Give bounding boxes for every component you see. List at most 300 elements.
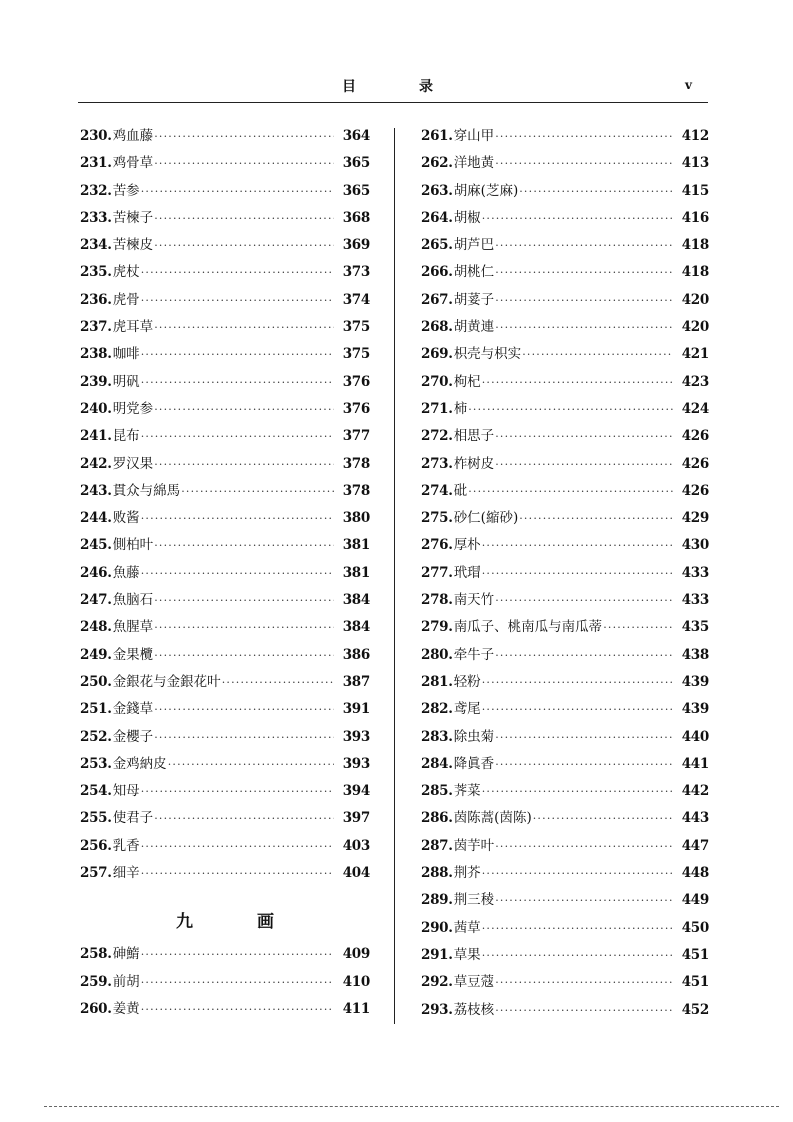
toc-entry[interactable] bbox=[80, 944, 370, 971]
dot-leader bbox=[482, 209, 673, 229]
dot-leader bbox=[154, 455, 334, 475]
toc-entry[interactable] bbox=[80, 672, 370, 699]
dot-leader bbox=[141, 837, 334, 857]
entry-number: 266. bbox=[421, 264, 453, 281]
dot-leader bbox=[154, 700, 334, 720]
toc-entry[interactable] bbox=[421, 781, 709, 808]
entry-number: 250. bbox=[80, 673, 112, 690]
dot-leader bbox=[495, 646, 673, 666]
entry-title: 砒 bbox=[453, 482, 468, 499]
dot-leader bbox=[495, 236, 673, 256]
entry-number: 235. bbox=[80, 264, 112, 281]
toc-entry[interactable] bbox=[421, 863, 709, 890]
entry-page-number: 386 bbox=[342, 646, 370, 663]
entry-number: 281. bbox=[421, 673, 453, 690]
dot-leader bbox=[495, 427, 673, 447]
dot-leader bbox=[482, 864, 673, 884]
entry-number: 240. bbox=[80, 400, 112, 417]
dot-leader bbox=[154, 646, 334, 666]
page-number-roman: v bbox=[685, 78, 692, 92]
toc-entry[interactable] bbox=[421, 454, 709, 481]
dot-leader bbox=[141, 973, 334, 993]
entry-title: 降眞香 bbox=[453, 755, 495, 772]
toc-entry[interactable] bbox=[80, 781, 370, 808]
entry-page-number: 452 bbox=[681, 1001, 709, 1018]
entry-number: 267. bbox=[421, 291, 453, 308]
entry-number: 293. bbox=[421, 1001, 453, 1018]
entry-page-number: 451 bbox=[681, 946, 709, 963]
entry-title: 前胡 bbox=[112, 973, 140, 990]
entry-page-number: 374 bbox=[342, 291, 370, 308]
dot-leader bbox=[482, 536, 673, 556]
toc-entry[interactable] bbox=[421, 754, 709, 781]
entry-title: 金果欖 bbox=[112, 646, 154, 663]
dot-leader bbox=[222, 673, 334, 693]
entry-page-number: 394 bbox=[342, 783, 370, 800]
entry-number: 273. bbox=[421, 455, 453, 472]
entry-number: 292. bbox=[421, 974, 453, 991]
toc-entry[interactable] bbox=[80, 372, 370, 399]
entry-title: 南天竹 bbox=[453, 592, 495, 609]
entry-number: 290. bbox=[421, 919, 453, 936]
entry-title: 魚脑石 bbox=[112, 592, 154, 609]
toc-entry[interactable] bbox=[80, 645, 370, 672]
toc-entry[interactable] bbox=[421, 262, 709, 289]
entry-number: 236. bbox=[80, 291, 112, 308]
entry-page-number: 426 bbox=[681, 455, 709, 472]
entry-number: 245. bbox=[80, 537, 112, 554]
entry-page-number: 384 bbox=[342, 619, 370, 636]
entry-number: 265. bbox=[421, 237, 453, 254]
entry-page-number: 369 bbox=[342, 237, 370, 254]
toc-entry[interactable] bbox=[80, 181, 370, 208]
entry-title: 使君子 bbox=[112, 810, 154, 827]
entry-number: 259. bbox=[80, 973, 112, 990]
entry-title: 荆三稜 bbox=[453, 892, 495, 909]
toc-entry[interactable] bbox=[80, 590, 370, 617]
entry-page-number: 413 bbox=[681, 155, 709, 172]
toc-entry[interactable] bbox=[421, 426, 709, 453]
toc-entry[interactable] bbox=[421, 235, 709, 262]
entry-number: 252. bbox=[80, 728, 112, 745]
entry-page-number: 411 bbox=[342, 1000, 370, 1017]
toc-entry[interactable] bbox=[421, 699, 709, 726]
entry-page-number: 393 bbox=[342, 755, 370, 772]
entry-title: 鸡血藤 bbox=[112, 128, 154, 144]
toc-entry[interactable] bbox=[80, 699, 370, 726]
entry-page-number: 433 bbox=[681, 592, 709, 609]
entry-page-number: 378 bbox=[342, 482, 370, 499]
entry-title: 苦楝皮 bbox=[112, 237, 154, 254]
entry-number: 231. bbox=[80, 155, 112, 172]
dot-leader bbox=[154, 318, 334, 338]
entry-page-number: 426 bbox=[681, 482, 709, 499]
entry-number: 247. bbox=[80, 592, 112, 609]
entry-number: 256. bbox=[80, 837, 112, 854]
entry-page-number: 404 bbox=[342, 865, 370, 882]
toc-entry[interactable] bbox=[80, 508, 370, 535]
dot-leader bbox=[141, 182, 334, 202]
entry-title: 玳瑁 bbox=[453, 564, 481, 581]
entry-title: 枳壳与枳实 bbox=[453, 346, 522, 363]
entry-page-number: 439 bbox=[681, 673, 709, 690]
entry-page-number: 420 bbox=[681, 291, 709, 308]
entry-page-number: 447 bbox=[681, 837, 709, 854]
entry-title: 茵芋叶 bbox=[453, 837, 495, 854]
entry-page-number: 376 bbox=[342, 400, 370, 417]
entry-page-number: 435 bbox=[681, 619, 709, 636]
entry-page-number: 409 bbox=[342, 946, 370, 963]
entry-title: 虎杖 bbox=[112, 264, 140, 281]
entry-number: 260. bbox=[80, 1000, 112, 1017]
entry-number: 286. bbox=[421, 810, 453, 827]
entry-number: 271. bbox=[421, 400, 453, 417]
dot-leader bbox=[154, 127, 334, 147]
entry-title: 胡桃仁 bbox=[453, 264, 495, 281]
entry-page-number: 426 bbox=[681, 428, 709, 445]
entry-title: 鸢尾 bbox=[453, 701, 481, 718]
entry-number: 283. bbox=[421, 728, 453, 745]
entry-number: 276. bbox=[421, 537, 453, 554]
toc-entry[interactable] bbox=[80, 426, 370, 453]
entry-page-number: 373 bbox=[342, 264, 370, 281]
dot-leader bbox=[495, 291, 673, 311]
toc-entry[interactable] bbox=[421, 836, 709, 863]
toc-entry[interactable] bbox=[421, 372, 709, 399]
entry-number: 242. bbox=[80, 455, 112, 472]
entry-number: 254. bbox=[80, 783, 112, 800]
dot-leader bbox=[141, 427, 334, 447]
dot-leader bbox=[482, 700, 673, 720]
entry-number: 278. bbox=[421, 592, 453, 609]
toc-entry[interactable] bbox=[421, 645, 709, 672]
entry-number: 230. bbox=[80, 128, 112, 144]
entry-title: 草豆蔻 bbox=[453, 974, 495, 991]
entry-title: 昆布 bbox=[112, 428, 140, 445]
entry-page-number: 418 bbox=[681, 264, 709, 281]
entry-number: 244. bbox=[80, 510, 112, 527]
dot-leader bbox=[468, 400, 673, 420]
entry-page-number: 442 bbox=[681, 783, 709, 800]
toc-entry[interactable] bbox=[80, 972, 370, 999]
entry-title: 草果 bbox=[453, 946, 481, 963]
entry-title: 相思子 bbox=[453, 428, 495, 445]
entry-number: 288. bbox=[421, 865, 453, 882]
toc-right-column bbox=[421, 126, 709, 1027]
dot-leader bbox=[141, 564, 334, 584]
entry-title: 柿 bbox=[453, 400, 468, 417]
toc-entry[interactable] bbox=[80, 208, 370, 235]
toc-entry[interactable] bbox=[80, 754, 370, 781]
toc-left-column bbox=[80, 126, 370, 1026]
dot-leader bbox=[468, 482, 673, 502]
toc-entry[interactable] bbox=[421, 481, 709, 508]
dot-leader bbox=[154, 209, 334, 229]
entry-title: 知母 bbox=[112, 783, 140, 800]
entry-number: 234. bbox=[80, 237, 112, 254]
entry-page-number: 416 bbox=[681, 209, 709, 226]
toc-entry[interactable] bbox=[421, 535, 709, 562]
entry-page-number: 449 bbox=[681, 892, 709, 909]
entry-number: 280. bbox=[421, 646, 453, 663]
toc-entry[interactable] bbox=[80, 863, 370, 890]
entry-number: 232. bbox=[80, 182, 112, 199]
dot-leader bbox=[141, 509, 334, 529]
entry-number: 257. bbox=[80, 865, 112, 882]
dot-leader bbox=[495, 891, 673, 911]
toc-entry[interactable] bbox=[80, 235, 370, 262]
toc-entry[interactable] bbox=[80, 836, 370, 863]
entry-number: 279. bbox=[421, 619, 453, 636]
entry-number: 251. bbox=[80, 701, 112, 718]
entry-page-number: 397 bbox=[342, 810, 370, 827]
entry-number: 268. bbox=[421, 319, 453, 336]
entry-title: 金錢草 bbox=[112, 701, 154, 718]
toc-entry[interactable] bbox=[421, 590, 709, 617]
dot-leader bbox=[154, 536, 334, 556]
header-title-char-2: 录 bbox=[419, 79, 433, 95]
toc-entry[interactable] bbox=[80, 317, 370, 344]
entry-title: 细辛 bbox=[112, 865, 140, 882]
entry-page-number: 429 bbox=[681, 510, 709, 527]
dot-leader bbox=[603, 618, 673, 638]
dot-leader bbox=[495, 318, 673, 338]
entry-title: 鸡骨草 bbox=[112, 155, 154, 172]
entry-number: 243. bbox=[80, 482, 112, 499]
dot-leader bbox=[495, 591, 673, 611]
entry-title: 魚腥草 bbox=[112, 619, 154, 636]
toc-entry[interactable] bbox=[421, 727, 709, 754]
dot-leader bbox=[141, 291, 334, 311]
entry-number: 238. bbox=[80, 346, 112, 363]
toc-entry[interactable] bbox=[80, 999, 370, 1026]
dot-leader bbox=[154, 809, 334, 829]
toc-entry[interactable] bbox=[421, 153, 709, 180]
dot-leader bbox=[495, 154, 673, 174]
entry-page-number: 423 bbox=[681, 373, 709, 390]
section-heading-nine-strokes bbox=[80, 890, 370, 944]
dot-leader bbox=[181, 482, 334, 502]
dot-leader bbox=[141, 1000, 334, 1020]
dot-leader bbox=[495, 1001, 673, 1021]
toc-entry[interactable] bbox=[421, 945, 709, 972]
toc-entry[interactable] bbox=[80, 808, 370, 835]
entry-title: 苦参 bbox=[112, 182, 140, 199]
dot-leader bbox=[154, 236, 334, 256]
dot-leader bbox=[482, 673, 673, 693]
entry-number: 248. bbox=[80, 619, 112, 636]
section-heading-char-2: 画 bbox=[257, 911, 274, 932]
dot-leader bbox=[495, 728, 673, 748]
dot-leader bbox=[141, 864, 334, 884]
dot-leader bbox=[141, 345, 334, 365]
entry-number: 291. bbox=[421, 946, 453, 963]
dot-leader bbox=[154, 618, 334, 638]
toc-entry[interactable] bbox=[421, 617, 709, 644]
dot-leader bbox=[495, 973, 673, 993]
dot-leader bbox=[141, 782, 334, 802]
entry-page-number: 368 bbox=[342, 209, 370, 226]
entry-number: 284. bbox=[421, 755, 453, 772]
toc-entry[interactable] bbox=[421, 317, 709, 344]
entry-title: 虎骨 bbox=[112, 291, 140, 308]
entry-page-number: 448 bbox=[681, 865, 709, 882]
entry-title: 除虫菊 bbox=[453, 728, 495, 745]
entry-number: 263. bbox=[421, 182, 453, 199]
toc-entry[interactable] bbox=[421, 890, 709, 917]
entry-title: 金鸡納皮 bbox=[112, 755, 167, 772]
entry-title: 魚藤 bbox=[112, 564, 140, 581]
dot-leader bbox=[495, 127, 673, 147]
entry-number: 258. bbox=[80, 946, 112, 963]
toc-entry[interactable] bbox=[421, 508, 709, 535]
entry-page-number: 450 bbox=[681, 919, 709, 936]
entry-number: 270. bbox=[421, 373, 453, 390]
entry-title: 茜草 bbox=[453, 919, 481, 936]
entry-page-number: 378 bbox=[342, 455, 370, 472]
toc-entry[interactable] bbox=[421, 1000, 709, 1027]
entry-number: 275. bbox=[421, 510, 453, 527]
dot-leader bbox=[495, 837, 673, 857]
header-title-char-1: 目 bbox=[342, 79, 356, 95]
toc-entry[interactable] bbox=[80, 399, 370, 426]
toc-entry[interactable] bbox=[80, 727, 370, 754]
entry-title: 咖啡 bbox=[112, 346, 140, 363]
entry-title: 明矾 bbox=[112, 373, 140, 390]
dot-leader bbox=[482, 946, 673, 966]
entry-title: 明党参 bbox=[112, 400, 154, 417]
entry-page-number: 410 bbox=[342, 973, 370, 990]
entry-title: 乳香 bbox=[112, 837, 140, 854]
entry-number: 246. bbox=[80, 564, 112, 581]
entry-title: 荔枝核 bbox=[453, 1001, 495, 1018]
entry-number: 287. bbox=[421, 837, 453, 854]
toc-entry[interactable] bbox=[421, 808, 709, 835]
toc-entry[interactable] bbox=[80, 344, 370, 371]
entry-title: 胡芦巴 bbox=[453, 237, 495, 254]
toc-entry[interactable] bbox=[421, 290, 709, 317]
toc-entry[interactable] bbox=[421, 399, 709, 426]
toc-entry[interactable] bbox=[80, 126, 370, 153]
dot-leader bbox=[154, 728, 334, 748]
toc-entry[interactable] bbox=[421, 563, 709, 590]
entry-title: 南瓜子、桃南瓜与南瓜蒂 bbox=[453, 619, 603, 636]
entry-number: 237. bbox=[80, 319, 112, 336]
dot-leader bbox=[154, 400, 334, 420]
dot-leader bbox=[495, 455, 673, 475]
dot-leader bbox=[168, 755, 334, 775]
entry-page-number: 384 bbox=[342, 592, 370, 609]
entry-page-number: 433 bbox=[681, 564, 709, 581]
entry-number: 285. bbox=[421, 783, 453, 800]
entry-title: 砷鰖 bbox=[112, 946, 140, 963]
entry-number: 262. bbox=[421, 155, 453, 172]
entry-title: 穿山甲 bbox=[453, 128, 495, 144]
dot-leader bbox=[519, 182, 673, 202]
entry-page-number: 412 bbox=[681, 128, 709, 144]
entry-page-number: 393 bbox=[342, 728, 370, 745]
entry-number: 272. bbox=[421, 428, 453, 445]
entry-title: 姜黄 bbox=[112, 1000, 140, 1017]
dot-leader bbox=[141, 263, 334, 283]
toc-entry[interactable] bbox=[80, 290, 370, 317]
entry-number: 274. bbox=[421, 482, 453, 499]
dot-leader bbox=[141, 373, 334, 393]
entry-title: 金櫻子 bbox=[112, 728, 154, 745]
toc-entry[interactable] bbox=[421, 344, 709, 371]
toc-entry[interactable] bbox=[80, 262, 370, 289]
toc-entry[interactable] bbox=[80, 153, 370, 180]
entry-title: 胡黄連 bbox=[453, 319, 495, 336]
page-header bbox=[78, 76, 708, 100]
footer-rule bbox=[44, 1106, 779, 1107]
entry-page-number: 424 bbox=[681, 400, 709, 417]
entry-number: 261. bbox=[421, 128, 453, 144]
dot-leader bbox=[154, 591, 334, 611]
dot-leader bbox=[533, 809, 673, 829]
entry-number: 289. bbox=[421, 892, 453, 909]
entry-page-number: 441 bbox=[681, 755, 709, 772]
column-divider bbox=[394, 128, 395, 1024]
entry-title: 轻粉 bbox=[453, 673, 481, 690]
entry-page-number: 375 bbox=[342, 319, 370, 336]
entry-page-number: 364 bbox=[342, 128, 370, 144]
toc-entry[interactable] bbox=[421, 208, 709, 235]
entry-number: 277. bbox=[421, 564, 453, 581]
entry-page-number: 403 bbox=[342, 837, 370, 854]
dot-leader bbox=[519, 509, 673, 529]
toc-entry[interactable] bbox=[421, 126, 709, 153]
dot-leader bbox=[495, 755, 673, 775]
entry-title: 茵陈蒿(茵陈) bbox=[453, 810, 532, 827]
entry-number: 253. bbox=[80, 755, 112, 772]
toc-entry[interactable] bbox=[80, 563, 370, 590]
entry-title: 苦楝子 bbox=[112, 209, 154, 226]
entry-page-number: 418 bbox=[681, 237, 709, 254]
entry-page-number: 381 bbox=[342, 564, 370, 581]
toc-entry[interactable] bbox=[80, 454, 370, 481]
entry-number: 241. bbox=[80, 428, 112, 445]
entry-title: 胡椒 bbox=[453, 209, 481, 226]
section-heading-char-1: 九 bbox=[176, 911, 193, 932]
entry-title: 荆芥 bbox=[453, 865, 481, 882]
entry-page-number: 375 bbox=[342, 346, 370, 363]
toc-entry[interactable] bbox=[421, 972, 709, 999]
toc-entry[interactable] bbox=[80, 535, 370, 562]
entry-title: 罗汉果 bbox=[112, 455, 154, 472]
toc-entry[interactable] bbox=[421, 918, 709, 945]
toc-entry[interactable] bbox=[80, 617, 370, 644]
entry-number: 269. bbox=[421, 346, 453, 363]
dot-leader bbox=[154, 154, 334, 174]
toc-entry[interactable] bbox=[80, 481, 370, 508]
entry-number: 249. bbox=[80, 646, 112, 663]
entry-title: 柞树皮 bbox=[453, 455, 495, 472]
entry-page-number: 391 bbox=[342, 701, 370, 718]
header-rule bbox=[78, 102, 708, 103]
dot-leader bbox=[141, 945, 334, 965]
entry-title: 败酱 bbox=[112, 510, 140, 527]
toc-entry[interactable] bbox=[421, 181, 709, 208]
toc-entry[interactable] bbox=[421, 672, 709, 699]
entry-page-number: 420 bbox=[681, 319, 709, 336]
dot-leader bbox=[495, 263, 673, 283]
entry-title: 胡麻(芝麻) bbox=[453, 182, 519, 199]
entry-title: 虎耳草 bbox=[112, 319, 154, 336]
entry-page-number: 365 bbox=[342, 155, 370, 172]
entry-number: 239. bbox=[80, 373, 112, 390]
dot-leader bbox=[482, 919, 673, 939]
